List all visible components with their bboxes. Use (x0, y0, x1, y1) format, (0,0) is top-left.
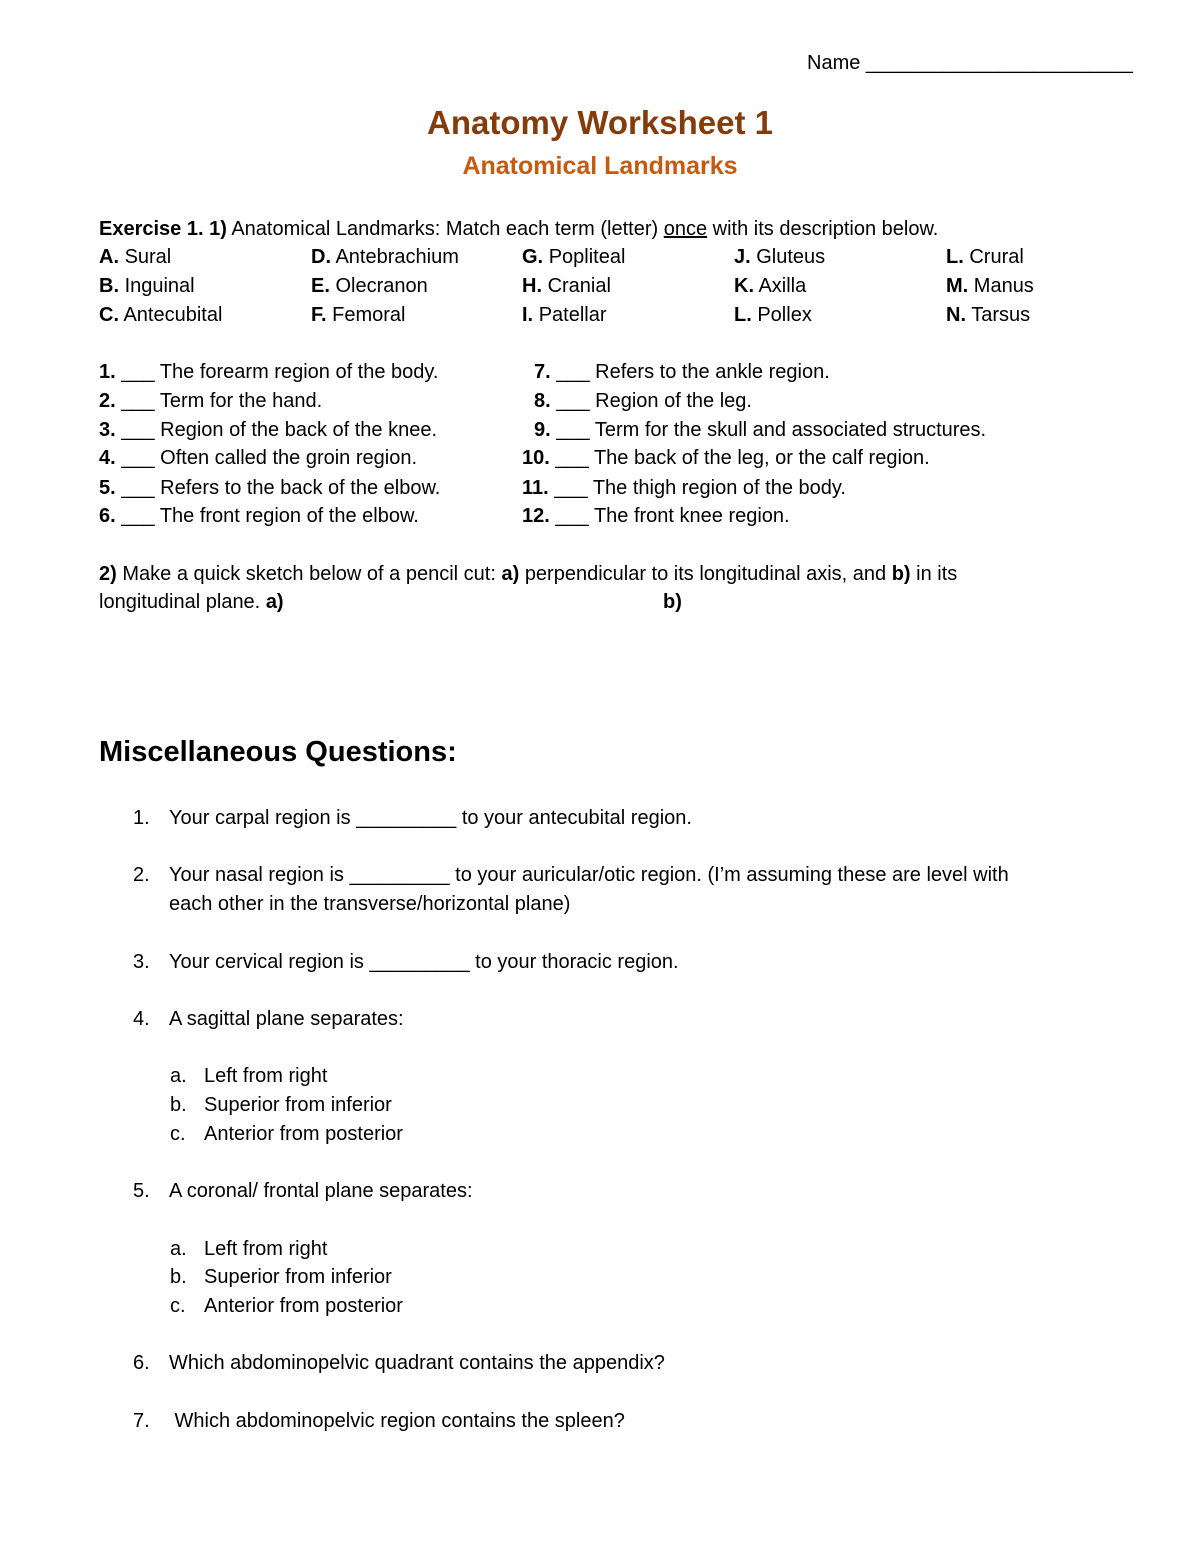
term-item: N. Tarsus (946, 304, 1031, 326)
term-item: L. Crural (946, 246, 1024, 268)
match-question[interactable]: 10. ___ The back of the leg, or the calf region. (522, 447, 930, 469)
match-question[interactable]: 9. ___ Term for the skull and associated structures. (534, 419, 987, 441)
misc-question-3[interactable]: 3. Your cervical region is _________ to your thoracic region. (133, 951, 679, 973)
term-item: F. Femoral (311, 304, 406, 326)
option-item[interactable]: a. Left from right (170, 1238, 328, 1260)
misc-question-6[interactable]: 6. Which abdominopelvic quadrant contains the appendix? (133, 1352, 665, 1374)
intro-underlined: once (663, 218, 708, 240)
page-subtitle: Anatomical Landmarks (462, 152, 738, 180)
option-item[interactable]: c. Anterior from posterior (170, 1123, 403, 1145)
intro-text-after: with its description below. (712, 218, 939, 240)
intro-text-before: Anatomical Landmarks: Match each term (letter) (231, 218, 659, 240)
match-question[interactable]: 3. ___ Region of the back of the knee. (99, 419, 438, 441)
option-item[interactable]: b. Superior from inferior (170, 1266, 392, 1288)
misc-question-1[interactable]: 1. Your carpal region is _________ to your antecubital region. (133, 807, 692, 829)
match-question[interactable]: 1. ___ The forearm region of the body. (99, 361, 439, 383)
term-item: I. Patellar (522, 304, 607, 326)
match-question[interactable]: 12. ___ The front knee region. (522, 505, 790, 527)
match-question[interactable]: 7. ___ Refers to the ankle region. (534, 361, 830, 383)
misc-heading: Miscellaneous Questions: (99, 736, 457, 768)
match-question[interactable]: 4. ___ Often called the groin region. (99, 447, 418, 469)
term-item: L. Pollex (734, 304, 812, 326)
term-item: K. Axilla (734, 275, 807, 297)
misc-question-7[interactable]: 7. Which abdominopelvic region contains the spleen? (133, 1410, 625, 1432)
sketch-b-label: b) (663, 591, 682, 613)
page-title: Anatomy Worksheet 1 (427, 104, 773, 141)
part1-label: 1) (209, 218, 227, 240)
match-question[interactable]: 5. ___ Refers to the back of the elbow. (99, 477, 441, 499)
option-item[interactable]: b. Superior from inferior (170, 1094, 392, 1116)
sketch-prompt: 2) Make a quick sketch below of a pencil cut: a) perpendicular to its longitudinal axis, and b) in its (99, 563, 958, 585)
match-question[interactable]: 11. ___ The thigh region of the body. (522, 477, 846, 499)
sketch-a-label: a) (265, 591, 284, 613)
term-item: D. Antebrachium (311, 246, 459, 268)
term-item: C. Antecubital (99, 304, 223, 326)
sketch-prompt-line2: longitudinal plane. a) (99, 591, 284, 613)
term-item: E. Olecranon (311, 275, 428, 297)
misc-question-2-cont: each other in the transverse/horizontal plane) (169, 893, 571, 915)
exercise-intro (99, 218, 938, 241)
name-label: Name (807, 52, 861, 74)
option-item[interactable]: a. Left from right (170, 1065, 328, 1087)
exercise-label: Exercise 1. (99, 218, 204, 240)
term-item: H. Cranial (522, 275, 611, 297)
term-item: M. Manus (946, 275, 1034, 297)
misc-question-2[interactable]: 2. Your nasal region is _________ to your auricular/otic region. (I’m assuming these are level with (133, 864, 1009, 886)
option-item[interactable]: c. Anterior from posterior (170, 1295, 403, 1317)
match-question[interactable]: 2. ___ Term for the hand. (99, 390, 323, 412)
term-item: J. Gluteus (734, 246, 826, 268)
name-blank[interactable]: ________________________ (865, 52, 1133, 74)
misc-question-5: 5. A coronal/ frontal plane separates: (133, 1180, 473, 1202)
term-item: G. Popliteal (522, 246, 626, 268)
name-field[interactable] (807, 52, 1133, 75)
misc-question-4: 4. A sagittal plane separates: (133, 1008, 404, 1030)
match-question[interactable]: 8. ___ Region of the leg. (534, 390, 752, 412)
match-question[interactable]: 6. ___ The front region of the elbow. (99, 505, 419, 527)
term-item: B. Inguinal (99, 275, 195, 297)
term-item: A. Sural (99, 246, 172, 268)
